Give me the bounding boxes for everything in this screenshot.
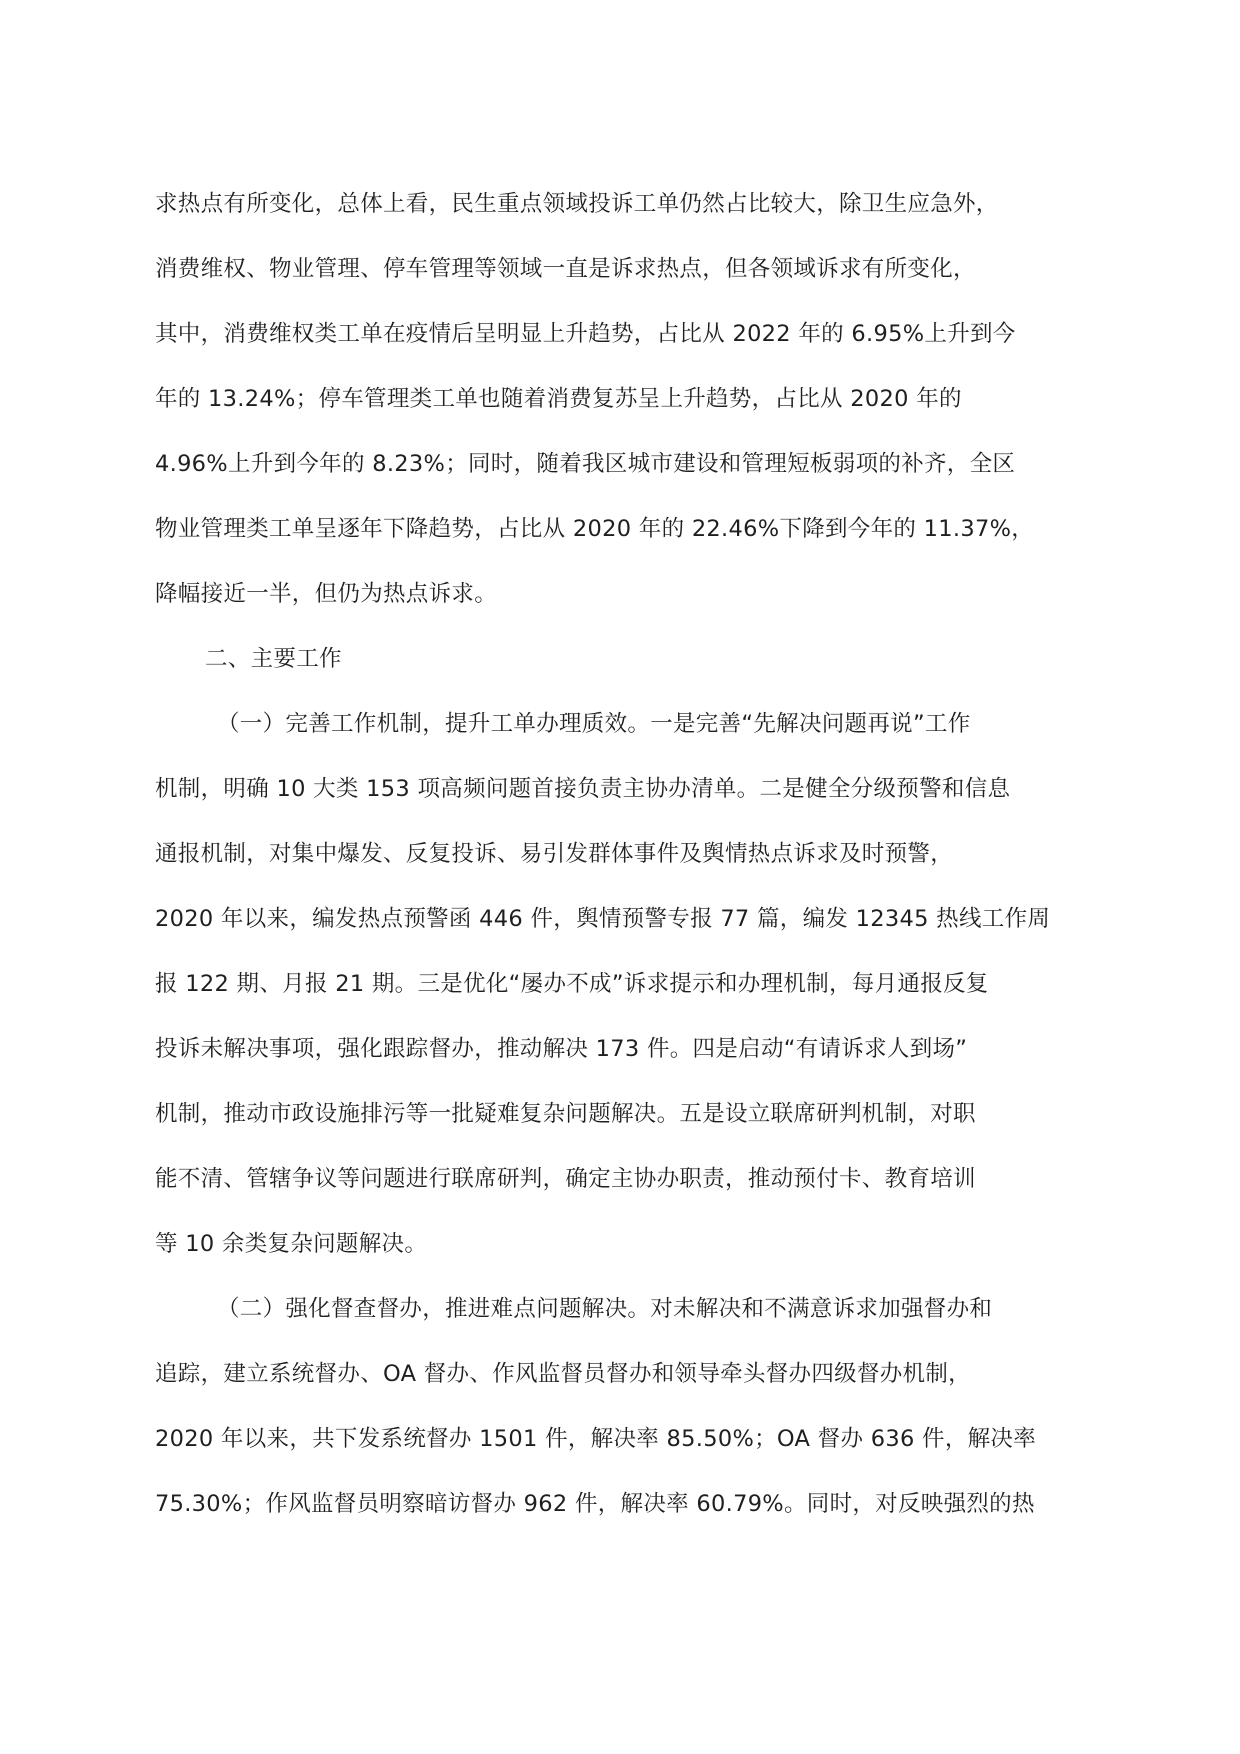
- text-line: 其中，消费维权类工单在疫情后呈明显上升趋势，占比从 2022 年的 6.95%上升到今: [155, 321, 1016, 347]
- text-line: 2020 年以来，共下发系统督办 1501 件，解决率 85.50%；OA 督办 636 件，解决率: [155, 1426, 1037, 1452]
- text-line: 投诉未解决事项，强化跟踪督办，推动解决 173 件。四是启动“有请诉求人到场”: [155, 1036, 968, 1062]
- text-line: 4.96%上升到今年的 8.23%；同时，随着我区城市建设和管理短板弱项的补齐，全区: [155, 451, 1016, 477]
- text-line: 机制，明确 10 大类 153 项高频问题首接负责主协办清单。二是健全分级预警和信息: [155, 776, 1011, 802]
- text-line: 物业管理类工单呈逐年下降趋势，占比从 2020 年的 22.46%下降到今年的 11.37%，: [155, 516, 1035, 542]
- subsection-heading-line: （一）完善工作机制，提升工单办理质效。一是完善“先解决问题再说”工作: [217, 711, 971, 737]
- subsection-heading-line: （二）强化督查督办，推进难点问题解决。对未解决和不满意诉求加强督办和: [217, 1296, 993, 1322]
- text-line: 通报机制，对集中爆发、反复投诉、易引发群体事件及舆情热点诉求及时预警，: [155, 841, 954, 867]
- text-line: 等 10 余类复杂问题解决。: [155, 1231, 428, 1257]
- section-heading: 二、主要工作: [205, 646, 342, 672]
- text-line: 2020 年以来，编发热点预警函 446 件，舆情预警专报 77 篇，编发 12345 热线工作周: [155, 906, 1051, 932]
- document-body: [155, 190, 1085, 1555]
- text-line: 机制，推动市政设施排污等一批疑难复杂问题解决。五是设立联席研判机制，对职: [155, 1101, 976, 1127]
- text-line: 报 122 期、月报 21 期。三是优化“屡办不成”诉求提示和办理机制，每月通报反复: [155, 971, 989, 997]
- text-line: 消费维权、物业管理、停车管理等领域一直是诉求热点，但各领域诉求有所变化，: [155, 256, 976, 282]
- text-line: 年的 13.24%；停车管理类工单也随着消费复苏呈上升趋势，占比从 2020 年的: [155, 386, 962, 412]
- text-line: 能不清、管辖争议等问题进行联席研判，确定主协办职责，推动预付卡、教育培训: [155, 1166, 976, 1192]
- text-line: 降幅接近一半，但仍为热点诉求。: [155, 581, 498, 607]
- text-line: 求热点有所变化，总体上看，民生重点领域投诉工单仍然占比较大，除卫生应急外，: [155, 191, 999, 217]
- text-line: 追踪，建立系统督办、OA 督办、作风监督员督办和领导牵头督办四级督办机制，: [155, 1361, 971, 1387]
- text-line: 75.30%；作风监督员明察暗访督办 962 件，解决率 60.79%。同时，对反映强烈的热: [155, 1491, 1035, 1517]
